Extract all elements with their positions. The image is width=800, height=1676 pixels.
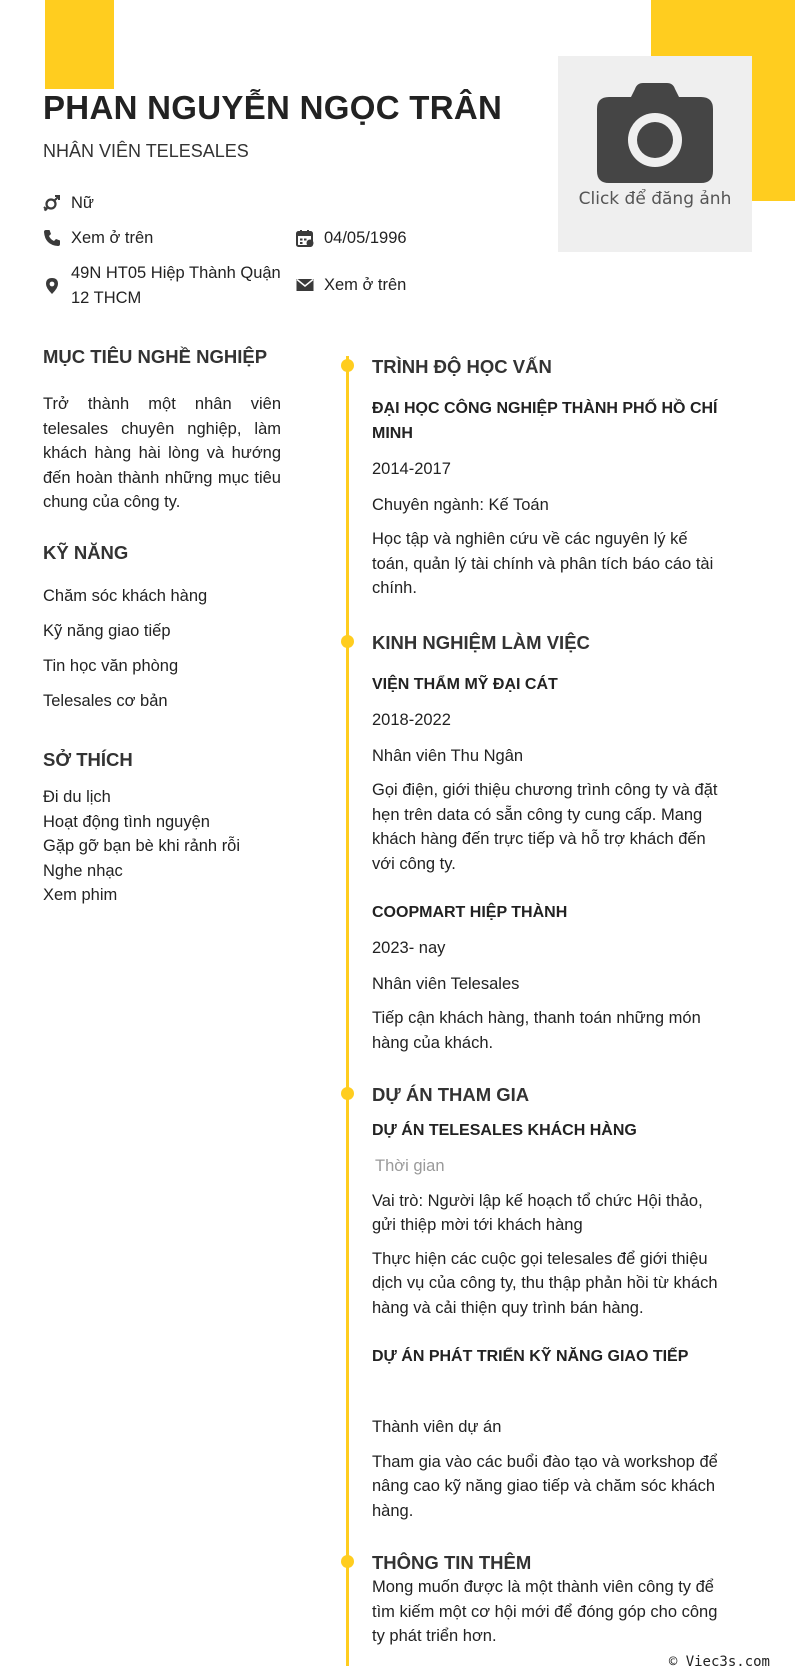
address-row (43, 261, 281, 311)
timeline-dot (341, 1555, 354, 1568)
school-name-line-1: ĐẠI HỌC CÔNG NGHIỆP THÀNH PHỐ HỒ CHÍ (372, 400, 718, 417)
email-icon (296, 276, 314, 294)
job-company: COOPMART HIỆP THÀNH (372, 904, 568, 921)
skill-item: Telesales cơ bản (43, 692, 168, 710)
hobby-item: Xem phim (43, 886, 118, 904)
education-period: 2014-2017 (372, 460, 451, 478)
additional-title: THÔNG TIN THÊM (372, 1552, 532, 1573)
accent-block-left (45, 0, 114, 89)
gender-icon (43, 194, 61, 212)
photo-upload[interactable] (558, 56, 752, 252)
job-role: Nhân viên Telesales (372, 974, 520, 993)
timeline-dot (341, 635, 354, 648)
project-role: Vai trò: Người lập kế hoạch tổ chức Hội thảo, gửi thiệp mời tới khách hàng (372, 1191, 703, 1234)
hobbies-section (43, 749, 281, 908)
address-line-2: 12 THCM (71, 289, 142, 307)
objective-title: MỤC TIÊU NGHỀ NGHIỆP (43, 346, 268, 367)
email-value: Xem ở trên (324, 276, 407, 294)
email-row (296, 273, 406, 298)
project-name: DỰ ÁN PHÁT TRIỂN KỸ NĂNG GIAO TIẾP (372, 1348, 689, 1365)
skills-title: KỸ NĂNG (43, 542, 129, 563)
address-value (71, 261, 281, 311)
projects-section (372, 1084, 722, 1523)
education-section (372, 356, 722, 601)
project-description: Thực hiện các cuộc gọi telesales để giới thiệu dịch vụ của công ty, thu thập phản hồi từ khách hàng và cải thiện quy trình bán hàng. (372, 1249, 718, 1317)
job-description: Tiếp cận khách hàng, thanh toán những món hàng của khách. (372, 1009, 701, 1052)
skills-list (43, 584, 281, 724)
education-description: Học tập và nghiên cứu về các nguyên lý kế toán, quản lý tài chính và phân tích báo cáo tài chính. (372, 530, 714, 597)
job-period: 2018-2022 (372, 711, 451, 729)
additional-text: Mong muốn được là một thành viên công ty để tìm kiếm một cơ hội mới để đóng góp cho công ty phát triển hơn. (372, 1578, 718, 1645)
candidate-name: PHAN NGUYỄN NGỌC TRÂN (43, 89, 503, 126)
objective-section (43, 346, 281, 515)
timeline-dot (341, 1087, 354, 1100)
experience-section (372, 632, 722, 1055)
job-description: Gọi điện, giới thiệu chương trình công ty và đặt hẹn trên data có sẵn công ty cung cấp. Mang khách hàng đến trực tiếp và hỗ trợ khách đến với công ty. (372, 781, 718, 873)
experience-title: KINH NGHIỆM LÀM VIỆC (372, 632, 590, 653)
phone-icon (43, 229, 61, 247)
project-description: Tham gia vào các buổi đào tạo và workshop để nâng cao kỹ năng giao tiếp và chăm sóc khách hàng. (372, 1452, 718, 1520)
job-company: VIỆN THẨM MỸ ĐẠI CÁT (372, 676, 558, 693)
watermark: © Viec3s.com (668, 1654, 770, 1670)
birthday-value: 04/05/1996 (324, 229, 407, 247)
skill-item: Kỹ năng giao tiếp (43, 622, 171, 640)
gender-row (43, 191, 94, 216)
hobby-item: Nghe nhạc (43, 861, 123, 880)
hobby-item: Hoạt động tình nguyện (43, 812, 210, 831)
job-title: NHÂN VIÊN TELESALES (43, 141, 249, 161)
location-pin-icon (43, 277, 61, 295)
education-title: TRÌNH ĐỘ HỌC VẤN (372, 356, 552, 377)
school-name-line-2: MINH (372, 425, 413, 442)
timeline-line (346, 356, 349, 1666)
address-line-1: 49N HT05 Hiệp Thành Quận (71, 264, 281, 282)
skill-item: Tin học văn phòng (43, 657, 179, 675)
timeline-dot (341, 359, 354, 372)
project-time: Thời gian (375, 1157, 445, 1175)
school-name (372, 396, 722, 446)
phone-row (43, 226, 153, 251)
project-name: DỰ ÁN TELESALES KHÁCH HÀNG (372, 1122, 637, 1139)
project-role: Thành viên dự án (372, 1418, 502, 1436)
photo-upload-label: Click để đăng ảnh (578, 189, 732, 209)
objective-text: Trở thành một nhân viên telesales chuyên nghiệp, làm khách hàng hài lòng và hướng đến hoàn thành những mục tiêu chung của công ty. (43, 395, 281, 511)
projects-title: DỰ ÁN THAM GIA (372, 1084, 530, 1105)
calendar-icon (296, 229, 314, 247)
skill-item: Chăm sóc khách hàng (43, 587, 208, 605)
birthday-row (296, 226, 407, 251)
camera-icon (597, 83, 713, 183)
education-major: Chuyên ngành: Kế Toán (372, 495, 549, 514)
phone-value: Xem ở trên (71, 229, 154, 247)
gender-value: Nữ (71, 194, 94, 212)
hobbies-title: SỞ THÍCH (43, 749, 133, 770)
job-role: Nhân viên Thu Ngân (372, 746, 524, 765)
skills-section (43, 542, 281, 724)
hobby-item: Gặp gỡ bạn bè khi rảnh rỗi (43, 837, 241, 855)
hobbies-list (43, 785, 281, 908)
additional-section (372, 1552, 722, 1649)
job-period: 2023- nay (372, 939, 446, 957)
hobby-item: Đi du lịch (43, 788, 111, 806)
